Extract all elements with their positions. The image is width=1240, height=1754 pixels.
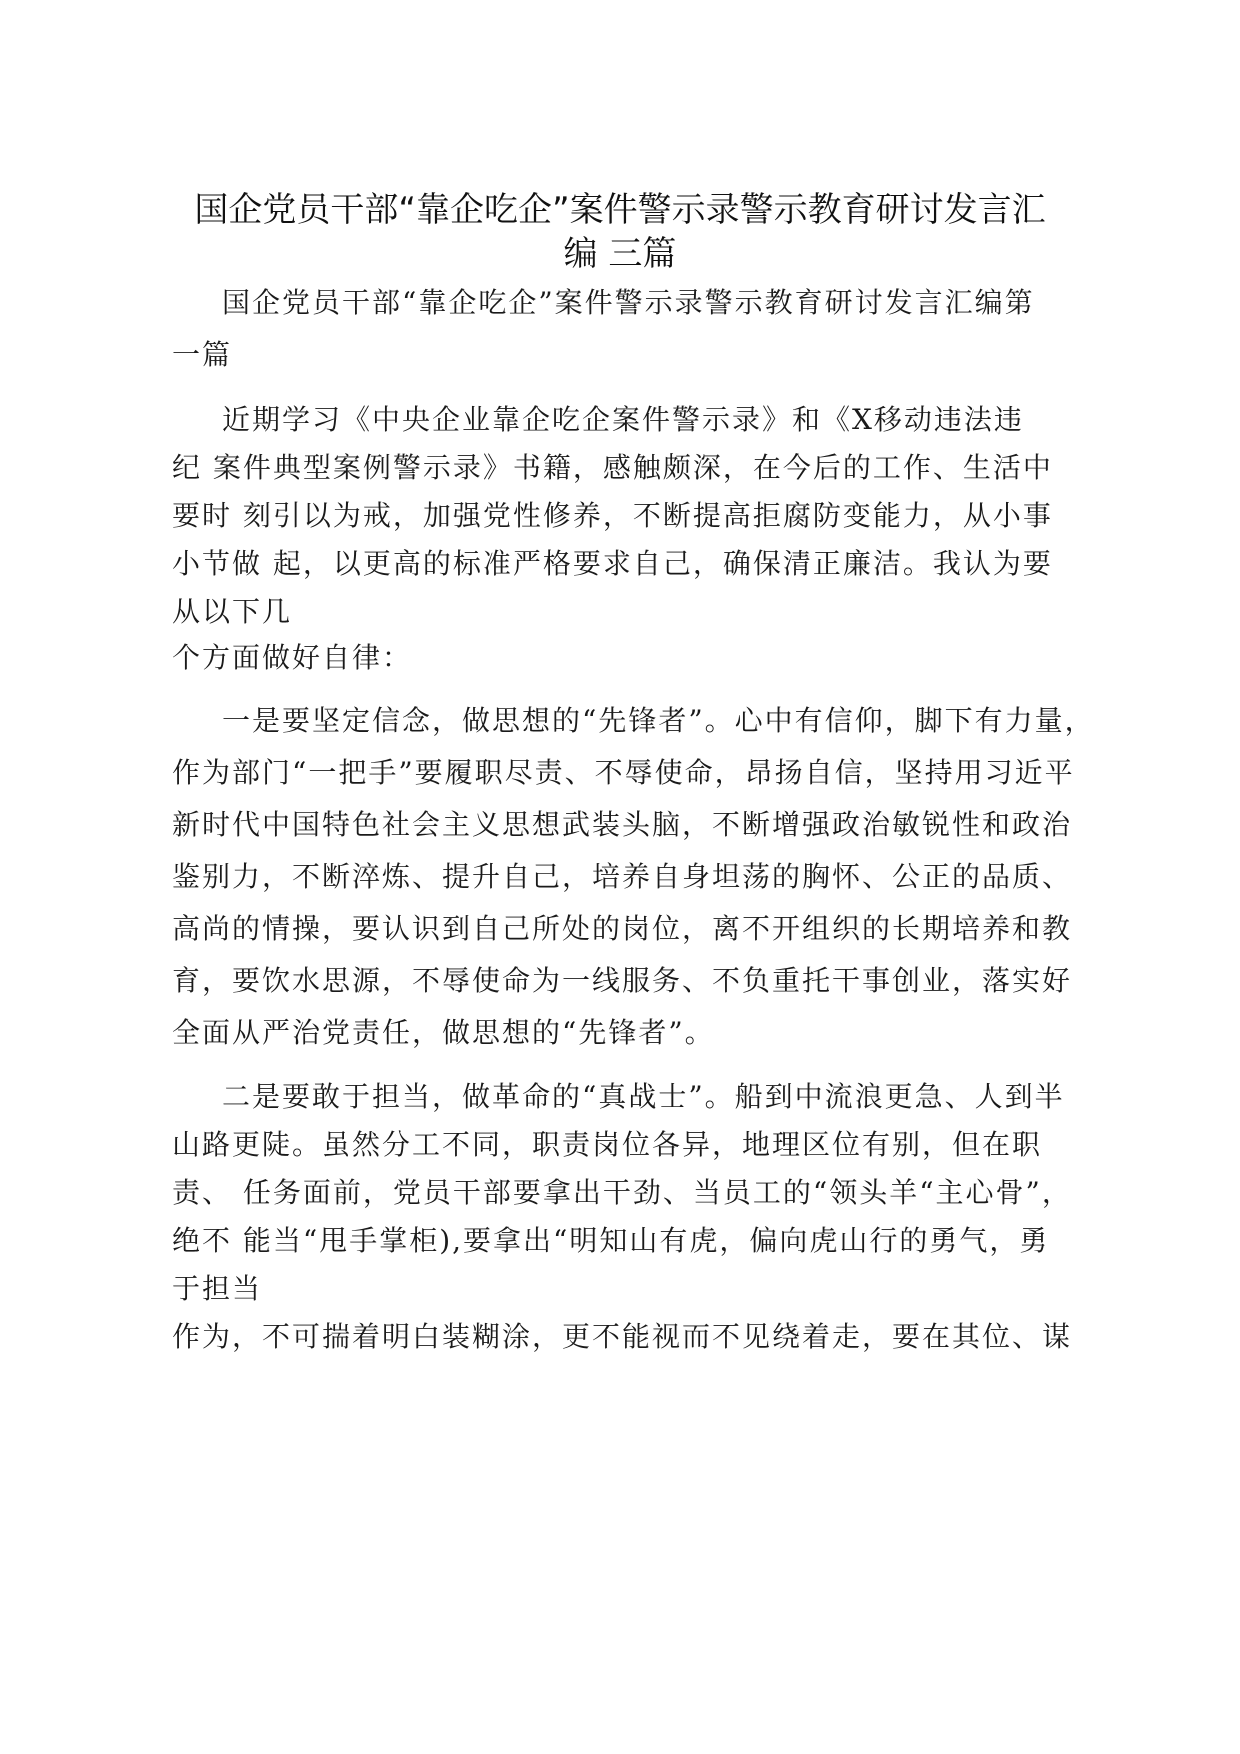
body-line: 责、 任务面前，党员干部要拿出干劲、当员工的“领头羊“主心骨”，: [172, 1176, 1072, 1209]
body-line: 近期学习《中央企业靠企吃企案件警示录》和《X移动违法违: [222, 403, 1024, 436]
body-line: 山路更陡。虽然分工不同，职责岗位各异，地理区位有别，但在职: [172, 1128, 1043, 1161]
body-line: 于担当: [172, 1272, 263, 1305]
document-title-line-1: 国企党员干部“靠企吃企”案件警示录警示教育研讨发言汇: [194, 190, 1046, 230]
body-line: 小节做 起，以更高的标准严格要求自己，确保清正廉洁。我认为要: [172, 547, 1053, 580]
body-line: 作为部门“一把手”要履职尽责、不辱使命，昂扬自信，坚持用习近平: [172, 756, 1075, 789]
body-line: 个方面做好自律：: [172, 641, 413, 674]
body-line: 二是要敢于担当，做革命的“真战士”。船到中流浪更急、人到半: [222, 1080, 1065, 1113]
body-line: 一篇: [172, 338, 233, 371]
body-line: 要时 刻引以为戒，加强党性修养，不断提高拒腐防变能力，从小事: [172, 499, 1053, 532]
body-line: 育，要饮水思源，不辱使命为一线服务、不负重托干事创业，落实好: [172, 964, 1073, 997]
body-line: 高尚的情操，要认识到自己所处的岗位，离不开组织的长期培养和教: [172, 912, 1073, 945]
document-title-line-2: 编 三篇: [563, 234, 677, 274]
body-line: 纪 案件典型案例警示录》书籍，感触颇深，在今后的工作、生活中: [172, 451, 1053, 484]
body-line: 新时代中国特色社会主义思想武装头脑，不断增强政治敏锐性和政治: [172, 808, 1073, 841]
body-line: 从以下几: [172, 595, 293, 628]
body-line: 鉴别力，不断淬炼、提升自己，培养自身坦荡的胸怀、公正的品质、: [172, 860, 1073, 893]
body-line: 绝不 能当“甩手掌柜),要拿出“明知山有虎，偏向虎山行的勇气，勇: [172, 1224, 1050, 1257]
body-line: 作为，不可揣着明白装糊涂，更不能视而不见绕着走，要在其位、谋: [172, 1320, 1073, 1353]
body-line: 全面从严治党责任，做思想的“先锋者”。: [172, 1016, 715, 1049]
body-line: 一是要坚定信念，做思想的“先锋者”。心中有信仰，脚下有力量，: [222, 704, 1095, 737]
body-line: 国企党员干部“靠企吃企”案件警示录警示教育研讨发言汇编第: [222, 286, 1035, 319]
